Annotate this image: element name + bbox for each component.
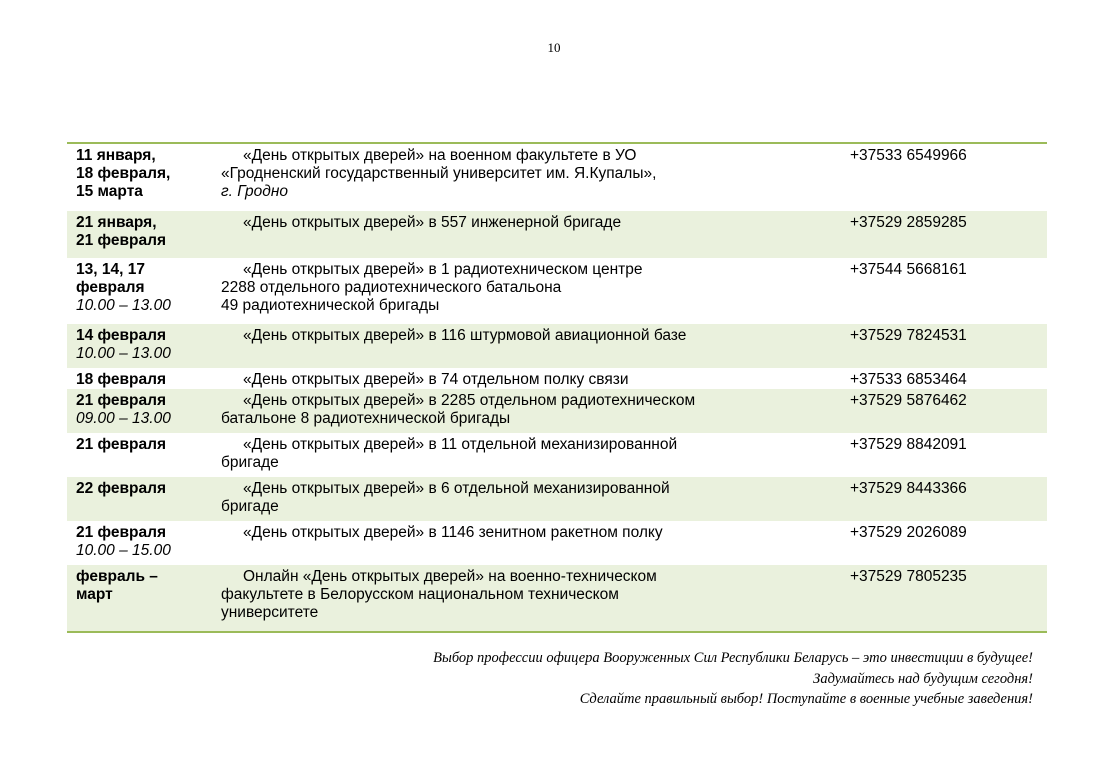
- date-line: 21 февраля: [76, 524, 167, 541]
- event-date: [67, 480, 221, 498]
- date-line: февраль –: [76, 568, 158, 585]
- contact-phone: +37544 5668161: [850, 261, 967, 278]
- event-date: [67, 147, 221, 201]
- footer-slogan: [133, 648, 1033, 710]
- footer-line-1: Выбор профессии офицера Вооруженных Сил Республики Беларусь – это инвестиции в будущее!: [433, 650, 1033, 666]
- date-line: март: [76, 586, 113, 603]
- event-time: 10.00 – 15.00: [76, 542, 171, 559]
- contact-phone: +37533 6549966: [850, 147, 967, 164]
- table-row: [67, 324, 1047, 368]
- contact-phone: +37529 7824531: [850, 327, 967, 344]
- table-row: [67, 521, 1047, 565]
- page-number: 10: [547, 40, 561, 55]
- contact-phone: +37529 8443366: [850, 480, 967, 497]
- event-line: «День открытых дверей» в 11 отдельной механизированной: [243, 436, 678, 453]
- event-date: [67, 568, 221, 604]
- event-line: «День открытых дверей» в 1146 зенитном ракетном полку: [243, 524, 663, 541]
- event-line: бригаде: [221, 454, 279, 471]
- contact-phone: +37529 2859285: [850, 214, 967, 231]
- event-location: г. Гродно: [221, 183, 288, 200]
- table-row: [67, 477, 1047, 521]
- event-line: 2288 отдельного радиотехнического батальона: [221, 279, 562, 296]
- event-description: [221, 214, 850, 232]
- table-row: [67, 368, 1047, 389]
- event-date: [67, 436, 221, 454]
- event-line: «День открытых дверей» на военном факультете в УО: [243, 147, 637, 164]
- table-row: [67, 389, 1047, 433]
- event-line: «День открытых дверей» в 1 радиотехническом центре: [243, 261, 643, 278]
- footer-line-2: Задумайтесь над будущим сегодня!: [813, 670, 1033, 687]
- contact-phone: +37533 6853464: [850, 371, 967, 388]
- date-line: 13, 14, 17: [76, 261, 145, 278]
- event-time: 09.00 – 13.00: [76, 410, 171, 427]
- date-line: февраля: [76, 279, 145, 296]
- contact-phone: +37529 8842091: [850, 436, 967, 453]
- footer-line-3: Сделайте правильный выбор! Поступайте в военные учебные заведения!: [579, 691, 1033, 707]
- events-table: [67, 142, 1047, 633]
- event-description: [221, 147, 850, 201]
- event-line: «Гродненский государственный университет им. Я.Купалы»,: [221, 165, 657, 182]
- event-line: бригаде: [221, 498, 279, 515]
- event-line: факультете в Белорусском национальном техническом: [221, 586, 619, 603]
- contact-phone: +37529 5876462: [850, 392, 967, 409]
- date-line: 21 января,: [76, 214, 157, 231]
- date-line: 15 марта: [76, 183, 143, 200]
- event-line: «День открытых дверей» в 557 инженерной бригаде: [243, 214, 622, 231]
- event-description: [221, 436, 850, 472]
- event-description: [221, 392, 850, 428]
- event-time: 10.00 – 13.00: [76, 297, 171, 314]
- date-line: 21 февраля: [76, 232, 167, 249]
- event-line: «День открытых дверей» в 6 отдельной механизированной: [243, 480, 670, 497]
- event-description: [221, 327, 850, 345]
- event-line: 49 радиотехнической бригады: [221, 297, 440, 314]
- event-date: [67, 214, 221, 250]
- date-line: 11 января,: [76, 147, 156, 164]
- event-line: «День открытых дверей» в 116 штурмовой авиационной базе: [243, 327, 687, 344]
- event-date: [67, 524, 221, 560]
- date-line: 18 февраля,: [76, 165, 171, 182]
- event-description: [221, 480, 850, 516]
- table-row: [67, 433, 1047, 477]
- event-line: университете: [221, 604, 319, 621]
- event-date: [67, 392, 221, 428]
- date-line: 14 февраля: [76, 327, 167, 344]
- event-line: Онлайн «День открытых дверей» на военно-техническом: [243, 568, 657, 585]
- date-line: 22 февраля: [76, 480, 167, 497]
- event-date: [67, 327, 221, 363]
- event-description: [221, 524, 850, 542]
- contact-phone: +37529 7805235: [850, 568, 967, 585]
- date-line: 21 февраля: [76, 392, 167, 409]
- table-row: [67, 211, 1047, 258]
- table-row: [67, 144, 1047, 211]
- date-line: 18 февраля: [76, 371, 167, 388]
- contact-phone: +37529 2026089: [850, 524, 967, 541]
- event-description: [221, 371, 850, 389]
- event-line: «День открытых дверей» в 2285 отдельном радиотехническом: [243, 392, 696, 409]
- event-line: «День открытых дверей» в 74 отдельном полку связи: [243, 371, 629, 388]
- date-line: 21 февраля: [76, 436, 167, 453]
- event-description: [221, 261, 850, 315]
- event-line: батальоне 8 радиотехнической бригады: [221, 410, 511, 427]
- table-row: [67, 258, 1047, 324]
- event-time: 10.00 – 13.00: [76, 345, 171, 362]
- table-row: [67, 565, 1047, 631]
- event-date: [67, 371, 221, 389]
- event-description: [221, 568, 850, 622]
- event-date: [67, 261, 221, 315]
